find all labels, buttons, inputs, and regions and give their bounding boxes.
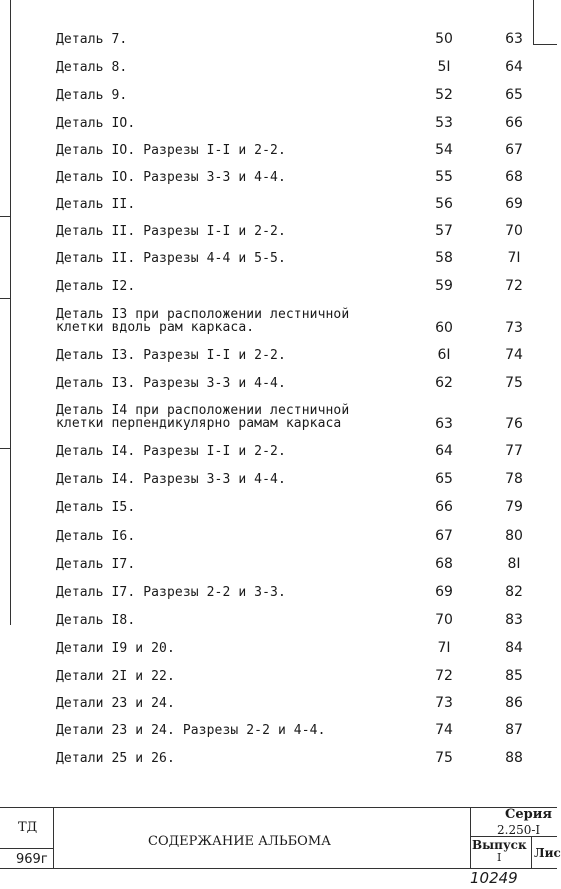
contents-row-sheet: 6I	[437, 347, 451, 363]
contents-row-page: 87	[505, 722, 523, 738]
contents-row-page: 78	[505, 471, 523, 487]
contents-row-title: Деталь I3 при расположении лестничной клетки вдоль рам каркаса.	[56, 307, 350, 335]
contents-row-sheet: 68	[435, 556, 453, 572]
contents-row-sheet: 53	[435, 115, 453, 131]
contents-row-sheet: 56	[435, 196, 453, 212]
contents-row-page: 83	[505, 612, 523, 628]
margin-tick	[0, 298, 10, 299]
issue-label: Выпуск	[472, 838, 527, 852]
contents-row-title: Деталь IO. Разрезы 3-3 и 4-4.	[56, 170, 286, 185]
contents-row-title: Деталь IO.	[56, 116, 136, 131]
contents-row-title: Деталь 9.	[56, 88, 128, 103]
contents-row-sheet: 7I	[437, 640, 451, 656]
contents-row-sheet: 67	[435, 528, 453, 544]
contents-row-title: Деталь I2.	[56, 279, 136, 294]
contents-row-title: Деталь 8.	[56, 60, 128, 75]
contents-row-sheet: 52	[435, 87, 453, 103]
contents-row-page: 7I	[507, 250, 521, 266]
contents-row-page: 85	[505, 668, 523, 684]
contents-row-page: 8I	[507, 556, 521, 572]
contents-row-title: Деталь II. Разрезы 4-4 и 5-5.	[56, 251, 286, 266]
issue-value: I	[497, 851, 502, 864]
contents-row-sheet: 62	[435, 375, 453, 391]
contents-row-title: Деталь I3. Разрезы I-I и 2-2.	[56, 348, 286, 363]
contents-row-page: 67	[505, 142, 523, 158]
title-block-divider	[470, 807, 471, 869]
contents-row-page: 86	[505, 695, 523, 711]
contents-row-page: 76	[505, 416, 523, 432]
contents-row-title: Детали 23 и 24.	[56, 696, 175, 711]
contents-row-page: 84	[505, 640, 523, 656]
contents-row-page: 66	[505, 115, 523, 131]
contents-row-page: 65	[505, 87, 523, 103]
document-title: СОДЕРЖАНИЕ АЛЬБОМА	[148, 834, 331, 849]
contents-row-page: 77	[505, 443, 523, 459]
contents-row-sheet: 5I	[437, 59, 451, 75]
contents-row-page: 64	[505, 59, 523, 75]
title-block-top-border	[0, 807, 557, 808]
contents-row-sheet: 50	[435, 31, 453, 47]
org-code: ТД	[18, 820, 38, 835]
title-block-divider	[531, 836, 532, 868]
contents-row-title: Детали I9 и 20.	[56, 641, 175, 656]
contents-row-page: 68	[505, 169, 523, 185]
contents-row-title: Детали 23 и 24. Разрезы 2-2 и 4-4.	[56, 723, 326, 738]
margin-tick	[0, 448, 10, 449]
contents-row-sheet: 64	[435, 443, 453, 459]
contents-row-title: Детали 2I и 22.	[56, 669, 175, 684]
contents-row-page: 72	[505, 278, 523, 294]
contents-row-page: 82	[505, 584, 523, 600]
contents-row-sheet: 73	[435, 695, 453, 711]
contents-row-sheet: 54	[435, 142, 453, 158]
contents-row-page: 88	[505, 750, 523, 766]
contents-row-page: 63	[505, 31, 523, 47]
contents-row-page: 74	[505, 347, 523, 363]
sheet-label: Лис	[534, 846, 561, 860]
contents-row-title: Деталь I7. Разрезы 2-2 и 3-3.	[56, 585, 286, 600]
contents-row-sheet: 69	[435, 584, 453, 600]
contents-row-title: Деталь I4. Разрезы 3-3 и 4-4.	[56, 472, 286, 487]
contents-row-title: Деталь I4 при расположении лестничной клетки перпендикулярно рамам каркаса	[56, 403, 350, 431]
contents-row-sheet: 75	[435, 750, 453, 766]
contents-row-title: Деталь I7.	[56, 557, 136, 572]
contents-row-sheet: 59	[435, 278, 453, 294]
title-block-divider	[0, 848, 53, 849]
contents-row-sheet: 66	[435, 499, 453, 515]
contents-row-title: Деталь I8.	[56, 613, 136, 628]
contents-row-title: Деталь II.	[56, 197, 136, 212]
contents-row-sheet: 58	[435, 250, 453, 266]
year-mark: 969г	[16, 852, 48, 867]
contents-row-page: 69	[505, 196, 523, 212]
contents-row-title: Детали 25 и 26.	[56, 751, 175, 766]
inventory-number: 10249	[470, 869, 518, 887]
contents-row-title: Деталь 7.	[56, 32, 128, 47]
contents-row-sheet: 72	[435, 668, 453, 684]
contents-row-title: Деталь I5.	[56, 500, 136, 515]
contents-row-sheet: 57	[435, 223, 453, 239]
contents-row-page: 79	[505, 499, 523, 515]
contents-row-title: Деталь IO. Разрезы I-I и 2-2.	[56, 143, 286, 158]
contents-row-sheet: 60	[435, 320, 453, 336]
margin-tick	[0, 216, 10, 217]
contents-row-title: Деталь I4. Разрезы I-I и 2-2.	[56, 444, 286, 459]
contents-row-sheet: 63	[435, 416, 453, 432]
series-value: 2.250-I	[497, 823, 541, 837]
corner-bracket	[533, 44, 557, 45]
contents-row-title: Деталь I6.	[56, 529, 136, 544]
contents-row-sheet: 74	[435, 722, 453, 738]
contents-row-sheet: 65	[435, 471, 453, 487]
contents-row-title: Деталь II. Разрезы I-I и 2-2.	[56, 224, 286, 239]
contents-row-page: 75	[505, 375, 523, 391]
contents-row-title: Деталь I3. Разрезы 3-3 и 4-4.	[56, 376, 286, 391]
contents-row-page: 80	[505, 528, 523, 544]
series-label: Серия	[505, 807, 552, 822]
contents-row-sheet: 55	[435, 169, 453, 185]
left-margin-line	[10, 0, 11, 625]
contents-row-page: 70	[505, 223, 523, 239]
contents-row-sheet: 70	[435, 612, 453, 628]
title-block-divider	[53, 807, 54, 869]
contents-row-page: 73	[505, 320, 523, 336]
